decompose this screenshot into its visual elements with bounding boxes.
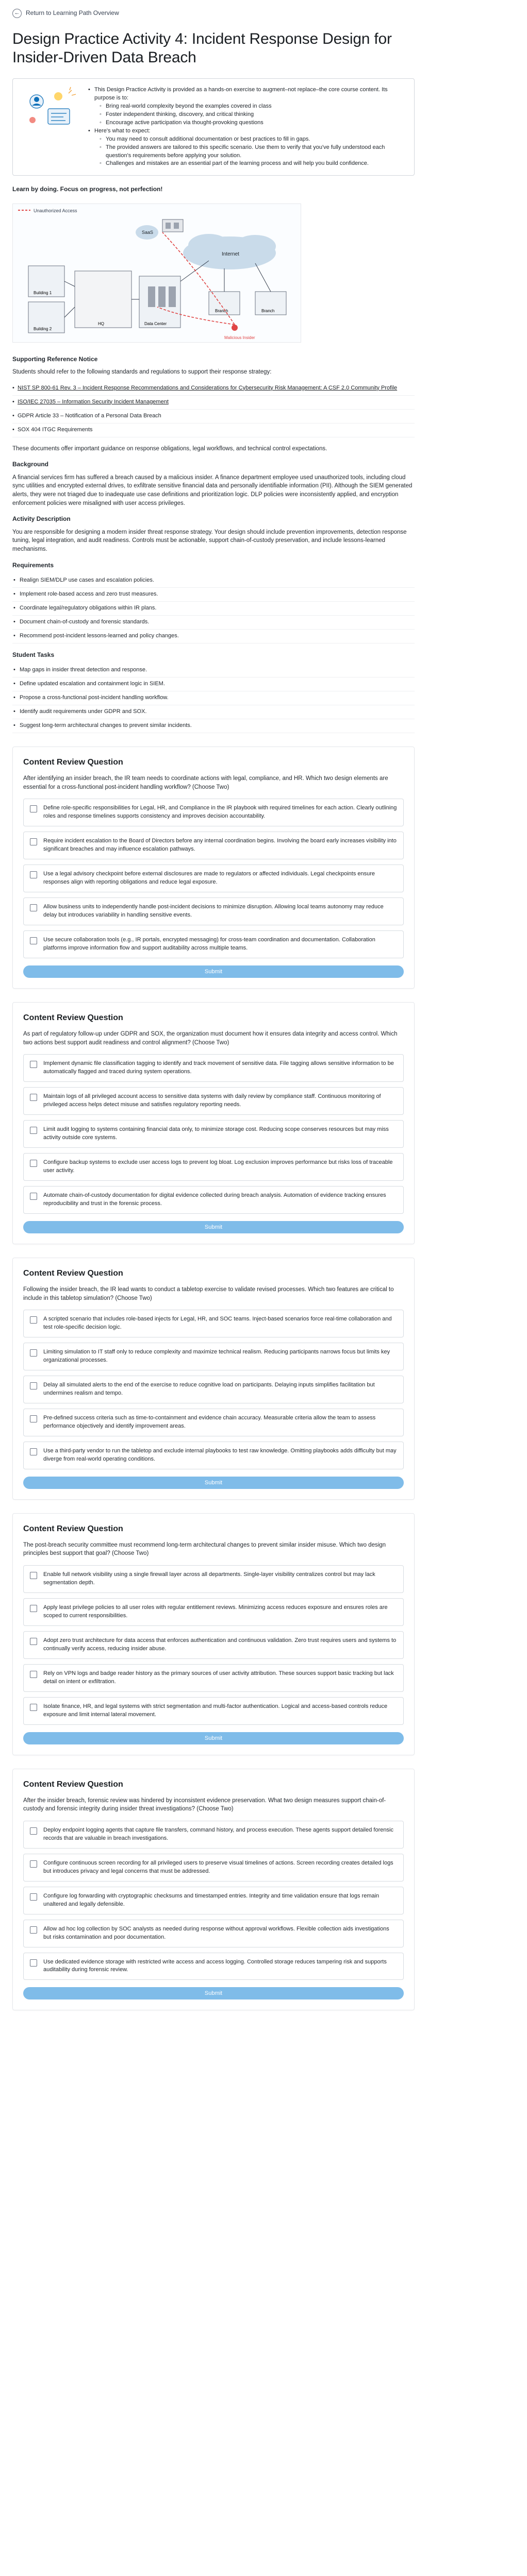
internet-label: Internet [222, 251, 239, 257]
question-heading: Content Review Question [23, 757, 123, 767]
answer-option[interactable] [23, 930, 404, 958]
answer-option[interactable] [23, 1598, 404, 1626]
reference-item[interactable] [12, 382, 415, 396]
list-item: • Map gaps in insider threat detection and response. [12, 664, 415, 677]
background-text: A financial services firm has suffered a breach caused by a malicious insider. A finance department employee used unauthorized tools, including cloud sync utilities and encrypted external drives, to exfiltrate sensitive financial data and personally identifiable information (PII). Although the SIEM generated alerts, they were not triaged due to inadequate use case definitions and prioritization logic. DLP policies were inconsistently applied, and encryption enforcement policies were misaligned with user access privileges. [12, 474, 413, 506]
answer-option[interactable] [23, 1153, 404, 1181]
answer-text: A scripted scenario that includes role-based injects for Legal, HR, and SOC teams. Inject-based scenarios force real-time collaboration and test role-specific decision logic. [43, 1316, 392, 1331]
submit-button[interactable]: Submit [23, 1732, 404, 1744]
question-card [12, 1002, 415, 1244]
intro-bullet: • This Design Practice Activity is provided as a hands-on exercise to augment–not replace–the core course content. Its purpose is to: [88, 86, 405, 103]
answer-checkbox[interactable] [30, 904, 37, 911]
answer-text: Use dedicated evidence storage with restricted write access and access logging. Controlled storage reduces tampering risk and supports auditability during forensic review. [43, 1958, 387, 1973]
question-prompt: Following the insider breach, the IR lead wants to conduct a tabletop exercise to validate revised processes. Which two features are critical to include in this tabletop simulation? (Choose Two) [23, 1286, 394, 1301]
answer-checkbox[interactable] [30, 1704, 37, 1711]
question-heading: Content Review Question [23, 1524, 123, 1533]
answer-checkbox[interactable] [30, 805, 37, 812]
background-title: Background [12, 461, 49, 468]
list-item: • Recommend post-incident lessons-learned and policy changes. [12, 630, 415, 643]
answer-option[interactable] [23, 1664, 404, 1692]
legend-label: Unauthorized Access [34, 208, 77, 213]
building-label: Building 1 [34, 290, 52, 295]
answer-text: Apply least privilege policies to all user roles with regular entitlement reviews. Minimizing access reduces exposure and ensures roles are scoped to current responsibilities. [43, 1604, 388, 1619]
answer-checkbox[interactable] [30, 1860, 37, 1868]
answer-option[interactable] [23, 1120, 404, 1148]
answer-option[interactable] [23, 1087, 404, 1115]
answer-option[interactable] [23, 1697, 404, 1725]
answer-checkbox[interactable] [30, 1160, 37, 1167]
answer-checkbox[interactable] [30, 1893, 37, 1901]
arrow-left-icon: ← [12, 9, 22, 18]
intro-bullet: ◦ Bring real-world complexity beyond the examples covered in class [88, 103, 405, 111]
answer-option[interactable] [23, 897, 404, 925]
question-card [12, 747, 415, 989]
answer-checkbox[interactable] [30, 1382, 37, 1389]
question-prompt: The post-breach security committee must recommend long-term architectural changes to prevent similar insider misuse. Which two design principles best support that goal? (Choose Two) [23, 1541, 386, 1557]
answer-text: Use a third-party vendor to run the tabletop and exclude internal playbooks to test raw knowledge. Omitting playbooks adds difficulty but may diverge from real-world operating conditions. [43, 1447, 397, 1462]
answer-option[interactable] [23, 799, 404, 826]
building-label: HQ [98, 321, 104, 326]
page-title: Design Practice Activity 4: Incident Response Design for Insider-Driven Data Breach [12, 30, 392, 66]
answer-text: Limit audit logging to systems containing financial data only, to minimize storage cost. Reducing scope conserves resources but may miss activity outside core systems. [43, 1126, 389, 1141]
answer-checkbox[interactable] [30, 1959, 37, 1967]
intro-bullet: ◦ Encourage active participation via thought-provoking questions [88, 119, 405, 127]
answer-text: Limiting simulation to IT staff only to reduce complexity and maximize technical realism. Reducing participants narrows focus but limits key organizational processes. [43, 1349, 390, 1364]
answer-text: Automate chain-of-custody documentation for digital evidence collected during breach analysis. Automation of evidence tracking ensures reproducibility and trust in the forensic process. [43, 1192, 386, 1207]
answer-checkbox[interactable] [30, 1605, 37, 1612]
answer-checkbox[interactable] [30, 1638, 37, 1645]
building-label: Branch [215, 308, 228, 313]
submit-button[interactable]: Submit [23, 965, 404, 978]
motto: Learn by doing. Focus on progress, not perfection! [12, 185, 163, 193]
answer-text: Allow business units to independently handle post-incident decisions to minimize disruption. Allowing local teams autonomy may reduce delay but introduces variability in handling sensitive events. [43, 904, 384, 918]
list-item: • Suggest long-term architectural changes to prevent similar incidents. [12, 719, 415, 733]
answer-text: Adopt zero trust architecture for data access that enforces authentication and continuous validation. Zero trust requires users and systems to continually verify access, reducing insider abuse. [43, 1637, 397, 1652]
reference-item[interactable] [12, 396, 415, 410]
question-card [12, 1513, 415, 1755]
reference-note: These documents offer important guidance on response obligations, legal workflows, and technical control expectations. [12, 445, 327, 452]
answer-text: Use a legal advisory checkpoint before external disclosures are made to regulators or affected individuals. Legal checkpoints ensure responses align with reporting obligations and reduce legal exposure. [43, 871, 375, 886]
answer-checkbox[interactable] [30, 838, 37, 845]
back-link-label: Return to Learning Path Overview [26, 9, 119, 17]
intro-bullet: • Here's what to expect: [88, 127, 405, 135]
answer-text: Require incident escalation to the Board of Directors before any internal coordination begins. Involving the board early increases visibility into significant breaches and may influence escalation pathways. [43, 838, 397, 853]
answer-option[interactable] [23, 1854, 404, 1882]
answer-option[interactable] [23, 832, 404, 859]
question-heading: Content Review Question [23, 1780, 123, 1789]
question-prompt: As part of regulatory follow-up under GDPR and SOX, the organization must document how it ensures data integrity and access control. Which two actions best support audit readiness and control alignment? (Choose Two) [23, 1030, 398, 1046]
network-diagram [12, 204, 301, 343]
submit-button[interactable]: Submit [23, 1987, 404, 1999]
building-label: Branch [261, 308, 275, 313]
answer-option[interactable] [23, 1343, 404, 1370]
tasks-list [12, 664, 415, 733]
reference-title: Supporting Reference Notice [12, 355, 98, 363]
answer-option[interactable] [23, 1565, 404, 1593]
list-item: • Realign SIEM/DLP use cases and escalation policies. [12, 574, 415, 588]
reference-list [12, 382, 415, 437]
saas-label: SaaS [142, 229, 154, 235]
answer-option[interactable] [23, 1821, 404, 1849]
intro-bullet: ◦ The provided answers are tailored to this specific scenario. Use them to verify that you've fully understood each question's requirements before applying your solution. [88, 144, 405, 160]
submit-button[interactable]: Submit [23, 1221, 404, 1233]
answer-text: Implement dynamic file classification tagging to identify and track movement of sensitive data. File tagging allows sensitive information to be automatically flagged and traced during system operations. [43, 1060, 394, 1075]
answer-checkbox[interactable] [30, 1061, 37, 1068]
intro-bullet: ◦ Challenges and mistakes are an essential part of the learning process and will help you build confidence. [88, 160, 405, 168]
intro-box [12, 78, 415, 176]
answer-checkbox[interactable] [30, 1127, 37, 1134]
answer-checkbox[interactable] [30, 1193, 37, 1200]
answer-option[interactable] [23, 1186, 404, 1214]
intro-bullet: ◦ Foster independent thinking, discovery, and critical thinking [88, 111, 405, 119]
list-item: • Define updated escalation and containment logic in SIEM. [12, 677, 415, 691]
answer-text: Rely on VPN logs and badge reader history as the primary sources of user activity attribution. These sources support basic tracking but lack detail on intent or exfiltration. [43, 1670, 394, 1685]
answer-text: Configure log forwarding with cryptographic checksums and timestamped entries. Integrity and time validation ensure that logs remain unaltered and legally defensible. [43, 1892, 380, 1907]
network-diagram-svg [13, 204, 302, 343]
question-prompt: After the insider breach, forensic review was hindered by inconsistent evidence preservation. What two design measures support chain-of-custody and forensic integrity during insider threat investigations? (Choose Two) [23, 1797, 386, 1812]
list-item: • Implement role-based access and zero trust measures. [12, 588, 415, 602]
answer-checkbox[interactable] [30, 1448, 37, 1455]
answer-option[interactable] [23, 865, 404, 892]
question-card [12, 1769, 415, 2011]
answer-option[interactable] [23, 1953, 404, 1980]
list-item: • Coordinate legal/regulatory obligations within IR plans. [12, 602, 415, 616]
submit-button[interactable]: Submit [23, 1477, 404, 1489]
answer-checkbox[interactable] [30, 1415, 37, 1422]
list-item: • Propose a cross-functional post-incident handling workflow. [12, 691, 415, 705]
answer-checkbox[interactable] [30, 1572, 37, 1579]
activity-text: You are responsible for designing a modern insider threat response strategy. Your design should include prevention improvements, detection response tuning, legal integration, and audit readiness. Controls must be actionable, support chain-of-custody preservation, and include lessons-learned mechanisms. [12, 529, 407, 553]
intro-text [88, 86, 405, 168]
answer-text: Pre-defined success criteria such as time-to-containment and evidence chain accuracy. Measurable criteria allow the team to assess performance objectively and identify improvement areas. [43, 1414, 376, 1429]
answer-checkbox[interactable] [30, 871, 37, 878]
answer-option[interactable] [23, 1920, 404, 1947]
answer-checkbox[interactable] [30, 1316, 37, 1324]
answer-option[interactable] [23, 1631, 404, 1659]
answer-checkbox[interactable] [30, 1671, 37, 1678]
question-heading: Content Review Question [23, 1013, 123, 1022]
question-card [12, 1258, 415, 1500]
answer-text: Maintain logs of all privileged account access to sensitive data systems with daily review by compliance staff. Continuous monitoring of privileged access helps detect misuse and satisfies regulatory reporting needs. [43, 1093, 381, 1108]
answer-checkbox[interactable] [30, 937, 37, 944]
reference-link[interactable]: ISO/IEC 27035 – Information Security Incident Management [18, 398, 169, 405]
learning-illustration-icon [22, 86, 79, 132]
answer-checkbox[interactable] [30, 1827, 37, 1835]
building-label: Data Center [144, 321, 167, 326]
answer-option[interactable] [23, 1376, 404, 1403]
reference-intro: Students should refer to the following standards and regulations to support their response strategy: [12, 369, 272, 376]
answer-option[interactable] [23, 1887, 404, 1914]
building-label: Malicious Insider [224, 335, 255, 340]
answer-text: Delay all simulated alerts to the end of the exercise to reduce cognitive load on participants. Delaying inputs simplifies facilitation but undermines realism and tempo. [43, 1381, 375, 1396]
answer-text: Define role-specific responsibilities for Legal, HR, and Compliance in the IR playbook with required timelines for each action. Clearly outlining roles and response timelines supports consistency and improves decision accountability. [43, 805, 397, 820]
intro-list [88, 86, 405, 168]
answer-checkbox[interactable] [30, 1349, 37, 1357]
answer-option[interactable] [23, 1054, 404, 1082]
questions-container [12, 747, 415, 2011]
reference-item: • SOX 404 ITGC Requirements [12, 423, 415, 437]
answer-text: Deploy endpoint logging agents that capture file transfers, command history, and process execution. These agents support detailed forensic records that are valuable in breach investigations. [43, 1827, 393, 1841]
answer-checkbox[interactable] [30, 1094, 37, 1101]
requirements-list [12, 574, 415, 643]
main-content [12, 27, 415, 2010]
answer-text: Configure backup systems to exclude user access logs to prevent log bloat. Log exclusion improves performance but risks loss of traceable user activity. [43, 1159, 393, 1174]
list-item: • Identify audit requirements under GDPR and SOX. [12, 705, 415, 719]
requirements-title: Requirements [12, 561, 54, 569]
intro-bullet: ◦ You may need to consult additional documentation or best practices to fill in gaps. [88, 135, 405, 144]
question-prompt: After identifying an insider breach, the IR team needs to coordinate actions with legal, compliance, and HR. Which two design elements are essential for a cross-functional post-incident handling workflow? (Choose Two) [23, 775, 388, 790]
building-label: Building 2 [34, 326, 52, 331]
answer-text: Configure continuous screen recording for all privileged users to preserve visual timelines of actions. Screen recording creates detailed logs but introduces privacy and legal concerns that must be addressed. [43, 1859, 393, 1874]
answer-option[interactable] [23, 1310, 404, 1337]
answer-option[interactable] [23, 1409, 404, 1436]
answer-checkbox[interactable] [30, 1926, 37, 1934]
answer-text: Allow ad hoc log collection by SOC analysts as needed during response without approval workflows. Flexible collection aids investigations but risks contamination and poor documentation. [43, 1925, 389, 1940]
reference-link[interactable]: NIST SP 800-61 Rev. 3 – Incident Response Recommendations and Considerations for Cybersecurity Risk Management: A CSF 2.0 Community Profile [18, 384, 398, 391]
question-heading: Content Review Question [23, 1268, 123, 1278]
activity-title: Activity Description [12, 515, 71, 523]
reference-item: • GDPR Article 33 – Notification of a Personal Data Breach [12, 410, 415, 423]
list-item: • Document chain-of-custody and forensic standards. [12, 616, 415, 630]
answer-text: Use secure collaboration tools (e.g., IR portals, encrypted messaging) for cross-team coordination and documentation. Collaboration platforms improve information flow and support auditability across multiple teams. [43, 936, 375, 951]
answer-option[interactable] [23, 1442, 404, 1469]
answer-text: Enable full network visibility using a single firewall layer across all departments. Single-layer visibility centralizes control but may lack segmentation depth. [43, 1571, 375, 1586]
tasks-title: Student Tasks [12, 651, 55, 658]
answer-text: Isolate finance, HR, and legal systems with strict segmentation and multi-factor authentication. Logical and access-based controls reduce exposure and limit internal lateral movement. [43, 1703, 388, 1718]
back-link[interactable] [0, 0, 527, 27]
